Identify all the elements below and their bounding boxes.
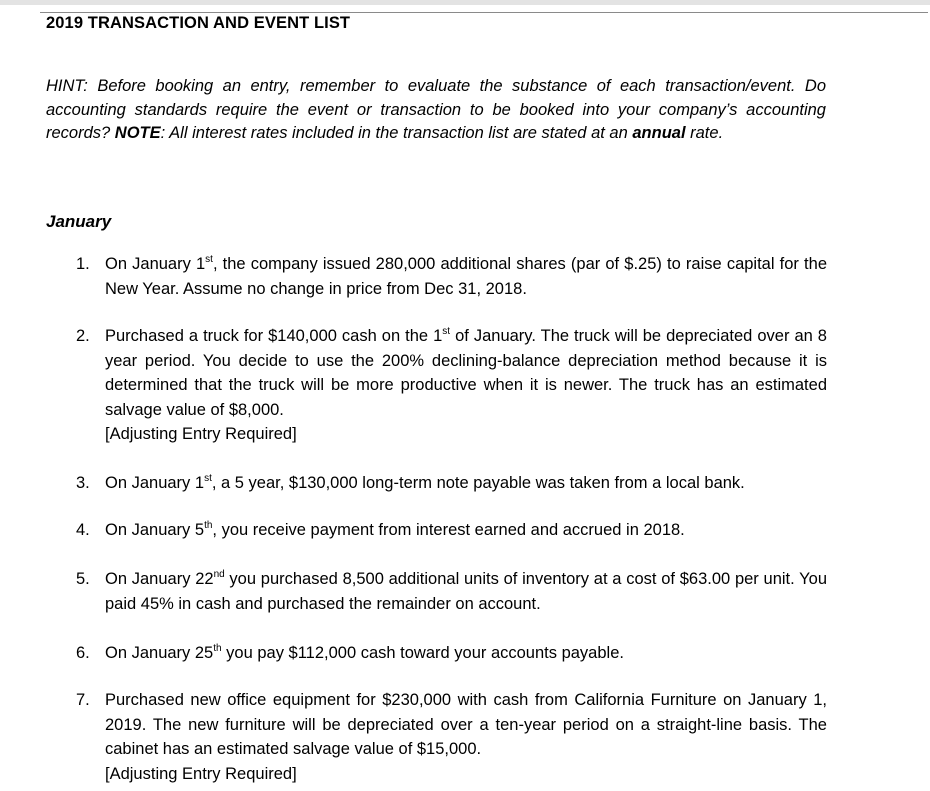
month-heading: January (46, 212, 112, 231)
ordinal-suffix: nd (213, 568, 225, 580)
item-text-part: , a 5 year, $130,000 long-term note payable was taken from a local bank. (211, 474, 745, 492)
item-text (105, 471, 827, 496)
item-text-part: On January 5 (105, 521, 205, 539)
adjusting-entry-note: [Adjusting Entry Required] (105, 425, 297, 443)
hint-note-label: NOTE (114, 124, 161, 142)
item-text (105, 518, 827, 543)
item-number: 3. (76, 474, 90, 492)
item-number: 2. (76, 327, 90, 345)
hint-paragraph (46, 75, 826, 146)
item-text (105, 252, 827, 301)
ordinal-suffix: st (442, 325, 451, 337)
ordinal-suffix: st (205, 253, 213, 265)
item-number: 5. (76, 570, 90, 588)
item-number: 6. (76, 644, 90, 662)
adjusting-entry-note: [Adjusting Entry Required] (105, 764, 297, 783)
document-title: 2019 TRANSACTION AND EVENT LIST (46, 14, 351, 32)
item-text-part: On January 25 (105, 644, 214, 662)
item-text-part: , you receive payment from interest earned and accrued in 2018. (212, 521, 685, 539)
item-text (105, 688, 827, 786)
item-text-part: you pay $112,000 cash toward your accounts payable. (221, 644, 624, 662)
item-text-part: Purchased a truck for $140,000 cash on the 1 (105, 327, 443, 345)
item-text-part: On January 22 (105, 570, 214, 588)
item-text-part: On January 1 (105, 255, 206, 273)
item-text (105, 567, 827, 616)
item-text-part: Purchased new office equipment for $230,000 with cash from California Furniture on January 1, 2019. The new furniture will be depreciated over a ten-year period on a straight-line basis. The cabinet has an estimated salvage value of $15,000. (105, 691, 827, 758)
item-number: 1. (76, 255, 90, 273)
item-text-part: On January 1 (105, 474, 205, 492)
hint-text-3: rate. (685, 124, 724, 142)
item-text (105, 641, 827, 666)
hint-text-1: HINT: Before booking an entry, remember to evaluate the substance of each transaction/event. Do accounting standards require the event or transaction to be booked into your company’s accounting records? (46, 77, 826, 142)
item-number: 7. (76, 691, 90, 709)
hint-annual: annual (632, 124, 686, 142)
title-divider (40, 12, 928, 13)
item-text (105, 324, 827, 447)
ordinal-suffix: th (204, 519, 213, 531)
item-text-part: you purchased 8,500 additional units of inventory at a cost of $63.00 per unit. You paid 45% in cash and purchased the remainder on account. (105, 570, 828, 613)
item-text-part: of January. The truck will be depreciated over an 8 year period. You decide to use the 200% declining-balance depreciation method because it is determined that the truck will be more productive when it is newer. The truck has an estimated salvage value of $8,000. (105, 327, 827, 419)
top-border (0, 0, 930, 5)
hint-text-2: : All interest rates included in the transaction list are stated at an (160, 124, 633, 142)
ordinal-suffix: st (204, 472, 212, 484)
item-text-part: , the company issued 280,000 additional shares (par of $.25) to raise capital for the New Year. Assume no change in price from Dec 31, 2018. (105, 255, 827, 298)
ordinal-suffix: th (213, 642, 222, 654)
item-number: 4. (76, 521, 90, 539)
